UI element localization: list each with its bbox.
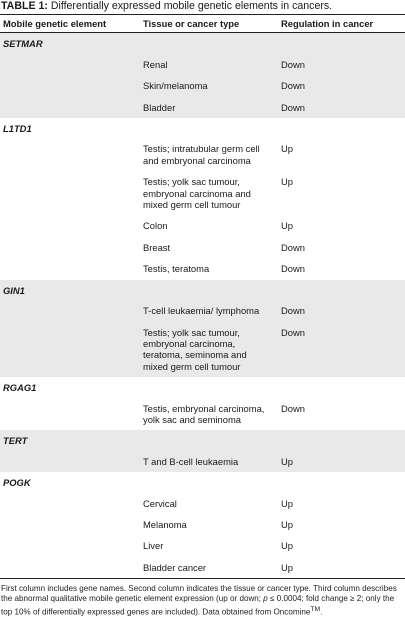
header-regulation-in-cancer: Regulation in cancer bbox=[281, 18, 374, 29]
regulation-cell: Down bbox=[278, 97, 405, 118]
regulation-cell: Up bbox=[278, 451, 405, 472]
regulation-cell: Up bbox=[281, 540, 293, 552]
tissue-cell: Renal bbox=[140, 54, 278, 75]
tissue-cell: Testis; intratubular germ cell and embryonal carcinoma bbox=[143, 143, 260, 166]
empty-cell bbox=[0, 514, 140, 535]
tissue-cell: Skin/melanoma bbox=[140, 75, 278, 96]
empty-cell bbox=[0, 258, 140, 279]
table-caption-text: Differentially expressed mobile genetic elements in cancers. bbox=[47, 0, 333, 12]
tissue-cell: Breast bbox=[143, 241, 171, 253]
regulation-cell: Up bbox=[281, 518, 293, 530]
tissue-cell: Bladder cancer bbox=[143, 561, 207, 573]
empty-cell bbox=[0, 300, 140, 321]
table-row bbox=[0, 557, 405, 579]
tissue-cell: Testis; yolk sac tumour, embryonal carcinoma, teratoma, seminoma and mixed germ cell tumour bbox=[140, 322, 278, 378]
empty-cell bbox=[278, 377, 405, 397]
empty-cell bbox=[0, 75, 140, 96]
gene-name-cell: RGAG1 bbox=[3, 382, 37, 394]
gene-name-cell: L1TD1 bbox=[3, 123, 32, 135]
gene-row bbox=[0, 472, 405, 492]
empty-cell bbox=[140, 118, 278, 138]
empty-cell bbox=[0, 215, 140, 236]
gene-row bbox=[0, 377, 405, 397]
regulation-cell: Up bbox=[281, 497, 293, 509]
regulation-cell: Up bbox=[281, 561, 293, 573]
gene-row bbox=[0, 118, 405, 138]
empty-cell bbox=[278, 430, 405, 450]
empty-cell bbox=[140, 430, 278, 450]
empty-cell bbox=[140, 472, 278, 492]
table-body bbox=[0, 33, 405, 579]
empty-cell bbox=[278, 472, 405, 492]
table-row bbox=[0, 258, 405, 279]
regulation-cell: Up bbox=[281, 143, 293, 155]
regulation-cell: Down bbox=[278, 300, 405, 321]
footnote-text-2: ≤ 0.0004; fold change ≥ 2; only the top 10% of differentially expressed genes are included). Data obtained from Oncomine bbox=[1, 594, 395, 617]
gene-name-cell: TERT bbox=[0, 430, 140, 450]
empty-cell bbox=[0, 535, 140, 556]
table-row bbox=[0, 300, 405, 321]
empty-cell bbox=[0, 237, 140, 258]
footnote-text-1: First column includes gene names. Second column indicates the tissue or cancer type. Third column describes the abnormal qualitative mobile genetic element expression (up or down; bbox=[1, 584, 397, 604]
empty-cell bbox=[0, 54, 140, 75]
gene-row bbox=[0, 33, 405, 54]
empty-cell bbox=[0, 493, 140, 514]
gene-name-cell: SETMAR bbox=[0, 33, 140, 54]
table-row bbox=[0, 138, 405, 171]
table-footnote bbox=[0, 579, 405, 617]
gene-row bbox=[0, 280, 405, 300]
tissue-cell: Cervical bbox=[143, 497, 177, 509]
footnote-p-symbol: p bbox=[263, 594, 268, 604]
table-row bbox=[0, 398, 405, 431]
empty-cell bbox=[0, 451, 140, 472]
empty-cell bbox=[0, 97, 140, 118]
empty-cell bbox=[140, 377, 278, 397]
tissue-cell: T and B-cell leukaemia bbox=[140, 451, 278, 472]
header-tissue-or-cancer-type: Tissue or cancer type bbox=[143, 18, 240, 29]
footnote-trademark: TM bbox=[310, 605, 321, 613]
empty-cell bbox=[0, 557, 140, 579]
table-row bbox=[0, 322, 405, 378]
table-caption bbox=[0, 0, 405, 14]
regulation-cell: Down bbox=[278, 75, 405, 96]
regulation-cell: Down bbox=[281, 263, 305, 275]
gene-name-cell: GIN1 bbox=[0, 280, 140, 300]
regulation-cell: Up bbox=[281, 176, 293, 188]
empty-cell bbox=[0, 138, 140, 171]
table-header-row bbox=[0, 15, 405, 33]
table-row bbox=[0, 514, 405, 535]
tissue-cell: Bladder bbox=[140, 97, 278, 118]
header-mobile-genetic-element: Mobile genetic element bbox=[3, 18, 107, 29]
empty-cell bbox=[278, 280, 405, 300]
tissue-cell: Testis, embryonal carcinoma, yolk sac and seminoma bbox=[143, 402, 265, 425]
table-row bbox=[0, 451, 405, 472]
empty-cell bbox=[278, 118, 405, 138]
table-row bbox=[0, 97, 405, 118]
table-row bbox=[0, 535, 405, 556]
table-row bbox=[0, 171, 405, 215]
table-row bbox=[0, 237, 405, 258]
empty-cell bbox=[140, 280, 278, 300]
empty-cell bbox=[0, 398, 140, 431]
tissue-cell: T-cell leukaemia/ lymphoma bbox=[140, 300, 278, 321]
table-row bbox=[0, 215, 405, 236]
tissue-cell: Testis, teratoma bbox=[143, 263, 210, 275]
table-row bbox=[0, 75, 405, 96]
table-caption-label: TABLE 1: bbox=[1, 0, 48, 12]
table-row bbox=[0, 54, 405, 75]
gene-name-cell: POGK bbox=[3, 477, 31, 489]
regulation-cell: Down bbox=[278, 54, 405, 75]
empty-cell bbox=[0, 322, 140, 378]
gene-row bbox=[0, 430, 405, 450]
tissue-cell: Colon bbox=[143, 220, 168, 232]
tissue-cell: Testis; yolk sac tumour, embryonal carcinoma and mixed germ cell tumour bbox=[143, 176, 251, 211]
genetic-elements-table bbox=[0, 14, 405, 579]
empty-cell bbox=[140, 33, 278, 54]
regulation-cell: Up bbox=[281, 220, 293, 232]
regulation-cell: Down bbox=[281, 241, 305, 253]
table-row bbox=[0, 493, 405, 514]
tissue-cell: Melanoma bbox=[143, 518, 187, 530]
tissue-cell: Liver bbox=[143, 540, 164, 552]
empty-cell bbox=[0, 171, 140, 215]
regulation-cell: Down bbox=[278, 322, 405, 378]
footnote-text-3: . bbox=[320, 607, 323, 617]
empty-cell bbox=[278, 33, 405, 54]
regulation-cell: Down bbox=[281, 402, 305, 414]
